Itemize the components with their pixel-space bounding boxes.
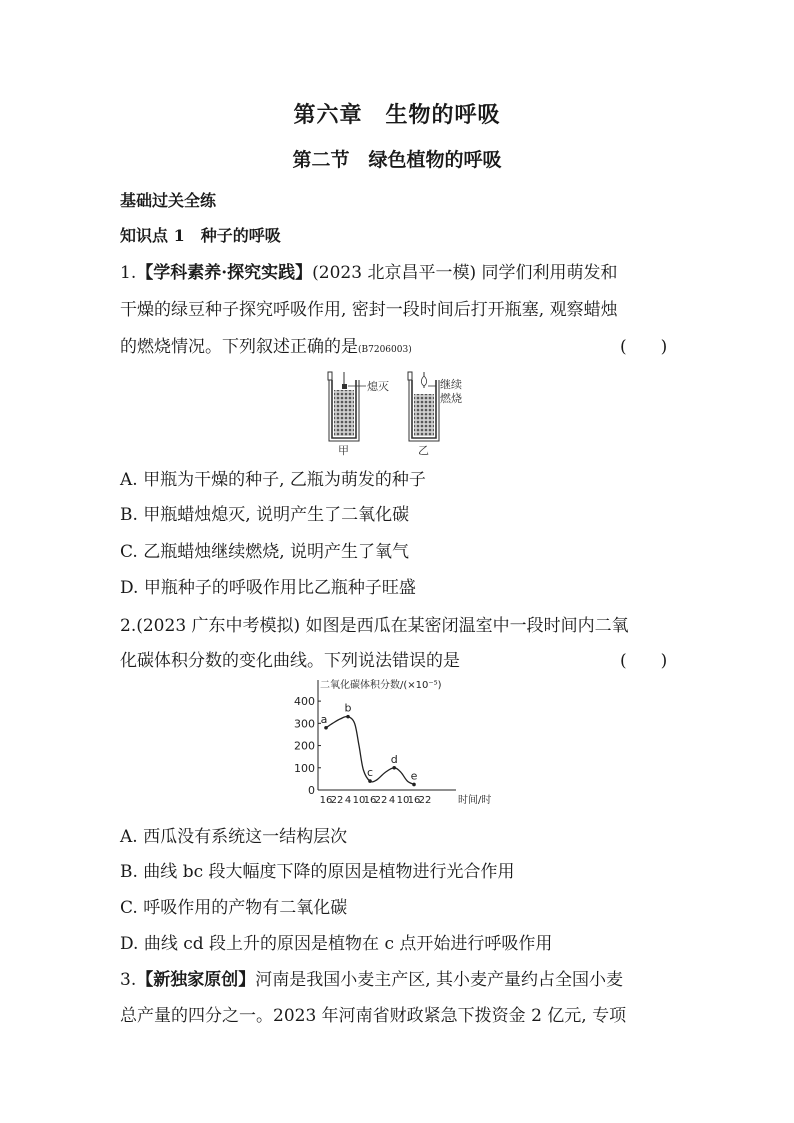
q1-option-a: A. 甲瓶为干燥的种子, 乙瓶为萌发的种子 (120, 470, 426, 490)
label-jar-a: 甲 (338, 444, 349, 456)
q2-option-d: D. 曲线 cd 段上升的原因是植物在 c 点开始进行呼吸作用 (120, 934, 553, 954)
chapter-title: 第六章 生物的呼吸 (293, 102, 501, 128)
q2-option-c: C. 呼吸作用的产物有二氧化碳 (120, 898, 348, 918)
knowledge-point-heading: 知识点 1 种子的呼吸 (120, 226, 281, 245)
q2-line1 (120, 611, 629, 636)
q1-tag: 【学科素养·探究实践】 (136, 263, 313, 283)
q1-option-c: C. 乙瓶蜡烛继续燃烧, 说明产生了氧气 (120, 542, 410, 562)
x-tick-label: 22 (330, 795, 344, 806)
label-burning: 燃烧 (440, 392, 462, 405)
point-label-e: e (410, 769, 418, 783)
point-label-d: d (390, 752, 398, 766)
x-tick-label: 4 (344, 795, 352, 806)
y-tick-label: 300 (294, 717, 315, 731)
q2-line1-text: (2023 广东中考模拟) 如图是西瓜在某密闭温室中一段时间内二氧 (136, 616, 629, 636)
x-tick-label: 22 (418, 795, 432, 806)
extinguished-candle (342, 384, 347, 389)
chart-y-label: 二氧化碳体积分数/(×10⁻⁵) (320, 680, 442, 691)
co2-chart (286, 676, 516, 810)
q1-answer-paren: ( ) (620, 337, 668, 357)
label-continue: 继续 (440, 378, 462, 391)
x-tick-label: 22 (374, 795, 388, 806)
point-label-b: b (344, 701, 352, 715)
point-b (346, 715, 350, 719)
point-d (392, 766, 396, 770)
chart-x-label: 时间/时 (458, 795, 492, 806)
jar-experiment-figure (320, 368, 490, 456)
q2-option-b: B. 曲线 bc 段大幅度下降的原因是植物进行光合作用 (120, 862, 515, 882)
q1-line1 (120, 258, 618, 283)
y-tick-label: 0 (308, 784, 315, 797)
x-tick-label: 10 (352, 795, 366, 806)
q2-line2: 化碳体积分数的变化曲线。下列说法错误的是 (120, 651, 460, 671)
x-tick-label: 10 (396, 795, 410, 806)
q1-line2: 干燥的绿豆种子探究呼吸作用, 密封一段时间后打开瓶塞, 观察蜡烛 (120, 300, 618, 320)
point-c (368, 779, 372, 783)
y-tick-label: 100 (294, 761, 315, 775)
point-label-c: c (366, 766, 374, 780)
x-tick-label: 16 (319, 795, 333, 806)
q2-option-a: A. 西瓜没有系统这一结构层次 (120, 827, 348, 847)
flame-icon (421, 376, 426, 386)
q2-number: 2. (120, 616, 137, 636)
q1-line3-text: 的燃烧情况。下列叙述正确的是 (120, 337, 358, 357)
jar-a (328, 372, 366, 441)
q1-option-b: B. 甲瓶蜡烛熄灭, 说明产生了二氧化碳 (120, 505, 410, 525)
q3-line1-text: 河南是我国小麦主产区, 其小麦产量约占全国小麦 (255, 970, 624, 990)
q1-line3 (120, 332, 412, 357)
x-tick-label: 16 (363, 795, 377, 806)
chart-axes (318, 678, 491, 806)
q1-line1-text: (2023 北京昌平一模) 同学们利用萌发和 (312, 263, 618, 283)
q3-line1 (120, 965, 623, 990)
label-jar-b: 乙 (418, 444, 429, 456)
q3-tag: 【新独家原创】 (136, 970, 256, 990)
section-title: 第二节 绿色植物的呼吸 (292, 149, 502, 171)
y-tick-label: 200 (294, 739, 315, 753)
y-tick-label: 400 (294, 695, 315, 709)
point-label-a: a (320, 712, 328, 726)
q3-line2: 总产量的四分之一。2023 年河南省财政紧急下拨资金 2 亿元, 专项 (120, 1006, 627, 1026)
point-a (324, 726, 328, 730)
practice-heading: 基础过关全练 (120, 191, 217, 210)
x-tick-label: 16 (407, 795, 421, 806)
label-extinguished: 熄灭 (367, 380, 389, 393)
q3-number: 3. (120, 970, 137, 990)
jar-b (408, 372, 439, 441)
point-e (412, 783, 416, 787)
q1-option-d: D. 甲瓶种子的呼吸作用比乙瓶种子旺盛 (120, 578, 416, 598)
q1-code: (B7206003) (358, 345, 412, 355)
q1-number: 1. (120, 263, 137, 283)
x-tick-label: 4 (388, 795, 396, 806)
q2-answer-paren: ( ) (620, 651, 668, 671)
